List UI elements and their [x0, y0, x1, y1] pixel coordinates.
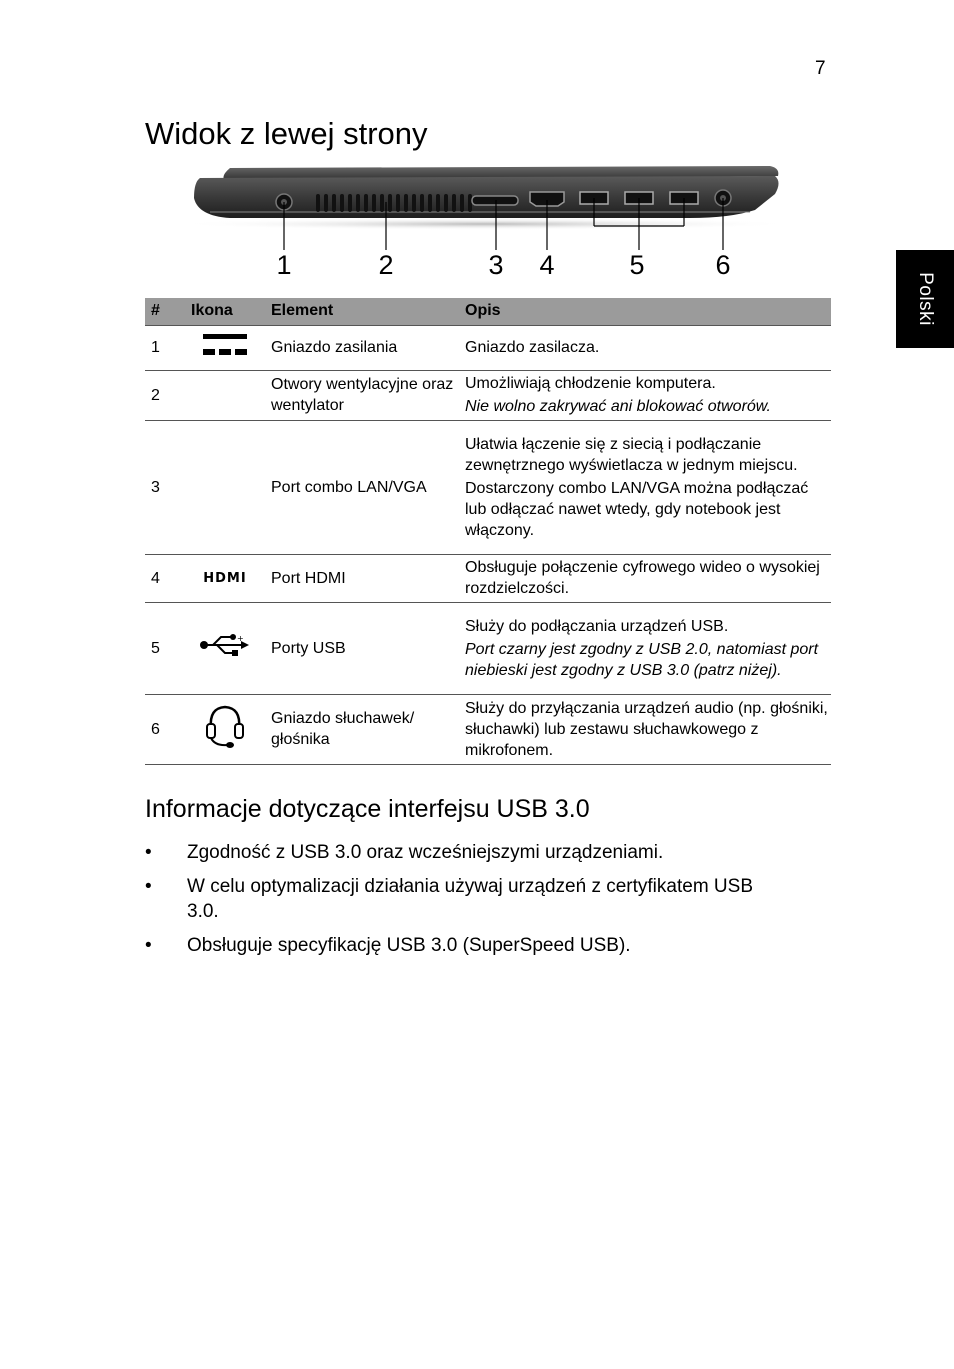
row-number: 1: [145, 325, 185, 370]
description-text: Służy do podłączania urządzeń USB.: [465, 617, 729, 635]
col-header-element: Element: [265, 298, 459, 325]
row-description: [459, 694, 831, 764]
list-item: [145, 874, 785, 924]
table-row: [145, 370, 831, 420]
headset-icon: [185, 694, 265, 764]
table-row: [145, 602, 831, 694]
row-number: 6: [145, 694, 185, 764]
svg-text:+: +: [237, 634, 244, 643]
col-header-number: #: [145, 298, 185, 325]
ports-table: [145, 298, 831, 765]
row-element: Port HDMI: [265, 554, 459, 602]
row-description: [459, 554, 831, 602]
hdmi-logo-text: HDMI: [203, 571, 247, 586]
col-header-icon: Ikona: [185, 298, 265, 325]
list-item-text: Obsługuje specyfikację USB 3.0 (SuperSpeed USB).: [187, 935, 631, 956]
bullet-icon: •: [145, 876, 152, 897]
table-row: [145, 694, 831, 764]
callout-1: 1: [276, 250, 292, 280]
row-description: [459, 420, 831, 554]
row-element: Port combo LAN/VGA: [265, 420, 459, 554]
callout-5: 5: [629, 250, 645, 280]
page-title: Widok z lewej strony: [145, 116, 428, 151]
list-item-text: W celu optymalizacji działania używaj urządzeń z certyfikatem USB 3.0.: [187, 876, 753, 922]
description-note: Port czarny jest zgodny z USB 2.0, natomiast port niebieski jest zgodny z USB 3.0 (patrz niżej).: [465, 640, 819, 679]
bullet-icon: •: [145, 935, 152, 956]
description-text: Obsługuje połączenie cyfrowego wideo o wysokiej rozdzielczości.: [465, 559, 820, 597]
usb-info-list: [145, 840, 785, 967]
callout-2: 2: [378, 250, 394, 280]
callout-3: 3: [488, 250, 504, 280]
callout-numbers: [0, 250, 954, 290]
power-jack-icon: [185, 325, 265, 370]
description-text: Służy do przyłączania urządzeń audio (np. głośniki, słuchawki) lub zestawu słuchawkowego z mikrofonem.: [465, 699, 828, 759]
row-number: 5: [145, 602, 185, 694]
col-header-description: Opis: [459, 298, 831, 325]
callout-4: 4: [539, 250, 555, 280]
description-note: Nie wolno zakrywać ani blokować otworów.: [465, 398, 771, 415]
row-element: Gniazdo zasilania: [265, 325, 459, 370]
description-text: Ułatwia łączenie się z siecią i podłączanie zewnętrznego wyświetlacza w jednym miejscu.: [465, 435, 798, 474]
usb-icon: [185, 602, 265, 694]
row-description: [459, 325, 831, 370]
description-text: Gniazdo zasilacza.: [465, 339, 600, 356]
row-element: Porty USB: [265, 602, 459, 694]
row-description: [459, 370, 831, 420]
page-number: 7: [815, 58, 826, 79]
section-title: Informacje dotyczące interfejsu USB 3.0: [145, 795, 590, 823]
table-row: [145, 420, 831, 554]
row-number: 3: [145, 420, 185, 554]
row-description: [459, 602, 831, 694]
row-number: 4: [145, 554, 185, 602]
row-element: Gniazdo słuchawek/ głośnika: [265, 694, 459, 764]
row-number: 2: [145, 370, 185, 420]
list-item-text: Zgodność z USB 3.0 oraz wcześniejszymi urządzeniami.: [187, 842, 664, 863]
callout-6: 6: [715, 250, 731, 280]
table-row: [145, 554, 831, 602]
hdmi-icon: [185, 554, 265, 602]
bullet-icon: •: [145, 842, 152, 863]
table-header-row: [145, 298, 831, 325]
description-text: Umożliwiają chłodzenie komputera.: [465, 375, 716, 392]
description-text: Dostarczony combo LAN/VGA można podłączać lub odłączać nawet wtedy, gdy notebook jest włączony.: [465, 479, 809, 539]
table-row: [145, 325, 831, 370]
list-item: [145, 933, 785, 958]
language-tab-label: Polski: [915, 272, 936, 326]
row-element: Otwory wentylacyjne oraz wentylator: [265, 370, 459, 420]
list-item: [145, 840, 785, 865]
